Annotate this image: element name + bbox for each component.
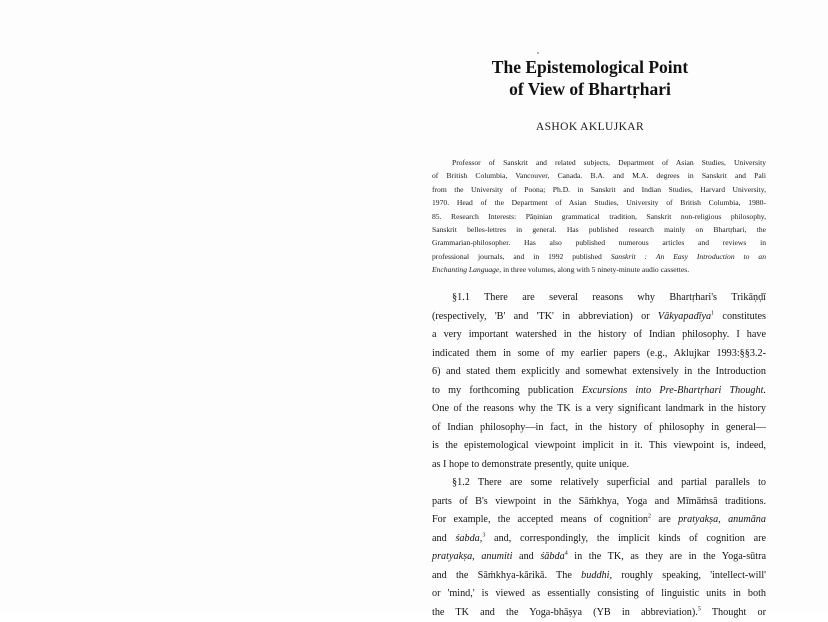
italic-term: śābda bbox=[540, 551, 564, 562]
paragraph-2-line bbox=[432, 530, 766, 549]
body-text bbox=[432, 289, 766, 622]
scan-speck bbox=[537, 52, 539, 54]
author-name: ASHOK AKLUJKAR bbox=[430, 121, 750, 133]
paragraph-1-line: §1.1 There are several reasons why Bhartṛhari's Trikāṇḍī bbox=[432, 289, 766, 308]
chapter-title bbox=[430, 56, 750, 100]
paragraph-2-line bbox=[432, 511, 766, 530]
paragraph-1-line: indicated them in some of my earlier papers (e.g., Aklujkar 1993:§§3.2- bbox=[432, 345, 766, 364]
bio-line bbox=[432, 263, 766, 276]
text-run: and, correspondingly, the implicit kinds of cognition are bbox=[485, 533, 766, 544]
italic-term: buddhi, bbox=[581, 570, 612, 581]
paragraph-1-line: of Indian philosophy—in fact, in the history of philosophy in general— bbox=[432, 419, 766, 438]
paragraph-2-line: parts of B's viewpoint in the Sāṁkhya, Yoga and Mīmāṁsā traditions. bbox=[432, 493, 766, 512]
paragraph-2-line: §1.2 There are some relatively superficial and partial parallels to bbox=[432, 474, 766, 493]
text-run: and bbox=[432, 533, 455, 544]
bio-line: Professor of Sanskrit and related subjects, Department of Asian Studies, University bbox=[432, 156, 766, 169]
book-title-cont: Enchanting Language, bbox=[432, 265, 501, 274]
footnote-marker: 4 bbox=[565, 551, 568, 557]
text-run: are bbox=[651, 514, 678, 525]
bio-line: 85. Research Interests: Pāṇinian grammatical tradition, Sanskrit non-religious philosophy, bbox=[432, 210, 766, 223]
bio-text: professional journals, and in 1992 published bbox=[432, 252, 602, 261]
paragraph-1-line: a very important watershed in the history of Indian philosophy. I have bbox=[432, 326, 766, 345]
bio-line: Sanskrit belles-lettres in general. Has published research mainly on Bhartṛhari, the bbox=[432, 223, 766, 236]
footnote-marker: 2 bbox=[648, 514, 651, 520]
italic-term: pratyakṣa, anumiti bbox=[432, 551, 512, 562]
bio-line: of British Columbia, Vancouver, Canada. B.A. and M.A. degrees in Sanskrit and Pali bbox=[432, 169, 766, 182]
italic-term: śabda, bbox=[455, 533, 482, 544]
bio-line bbox=[432, 250, 766, 263]
text-run: Thought or bbox=[701, 607, 766, 618]
text-run: and the Sāṁkhya-kārikā. The bbox=[432, 570, 581, 581]
text-run: in the TK, as they are in the Yoga-sūtra bbox=[568, 551, 766, 562]
book-title: Sanskrit : An Easy Introduction to an bbox=[611, 252, 766, 261]
text-run: constitutes bbox=[714, 311, 766, 322]
text-run: and bbox=[512, 551, 540, 562]
footnote-marker: 1 bbox=[711, 310, 714, 316]
paragraph-2-line bbox=[432, 567, 766, 586]
text-run: the TK and the Yoga-bhāṣya (YB in abbreviation). bbox=[432, 607, 698, 618]
italic-term: pratyakṣa, anumāna bbox=[678, 514, 766, 525]
author-bio bbox=[432, 156, 766, 277]
text-run: For example, the accepted means of cognition bbox=[432, 514, 648, 525]
paragraph-1-line: 6) and stated them explicitly and somewhat extensively in the Introduction bbox=[432, 363, 766, 382]
paragraph-2-line: or 'mind,' is viewed as essentially consisting of linguistic units in both bbox=[432, 585, 766, 604]
title-line-1: The Epistemological Point bbox=[430, 56, 750, 78]
text-run: to my forthcoming publication bbox=[432, 385, 582, 396]
italic-title: Excursions into Pre-Bhartṛhari Thought. bbox=[582, 385, 766, 396]
italic-term: Vākyapadīya bbox=[658, 311, 711, 322]
footnote-marker: 3 bbox=[482, 532, 485, 538]
paragraph-1-line bbox=[432, 308, 766, 327]
paragraph-2-line bbox=[432, 604, 766, 622]
bio-line: from the University of Poona; Ph.D. in Sanskrit and Indian Studies, Harvard University, bbox=[432, 183, 766, 196]
title-line-2: of View of Bhartṛhari bbox=[430, 78, 750, 100]
paragraph-2-line bbox=[432, 548, 766, 567]
paragraph-1-line: as I hope to demonstrate presently, quite unique. bbox=[432, 456, 766, 475]
bio-line: 1970. Head of the Department of Asian Studies, University of British Columbia, 1980- bbox=[432, 196, 766, 209]
bio-line: Grammarian-philosopher. Has also published numerous articles and reviews in bbox=[432, 236, 766, 249]
footnote-marker: 5 bbox=[698, 606, 701, 612]
paragraph-1-line bbox=[432, 382, 766, 401]
text-run: roughly speaking, 'intellect-will' bbox=[612, 570, 766, 581]
paragraph-1-line: One of the reasons why the TK is a very significant landmark in the history bbox=[432, 400, 766, 419]
paragraph-1-line: is the epistemological viewpoint implicit in it. This viewpoint is, indeed, bbox=[432, 437, 766, 456]
bio-text: in three volumes, along with 5 ninety-minute audio cassettes. bbox=[501, 265, 689, 274]
text-run: (respectively, 'B' and 'TK' in abbreviation) or bbox=[432, 311, 658, 322]
